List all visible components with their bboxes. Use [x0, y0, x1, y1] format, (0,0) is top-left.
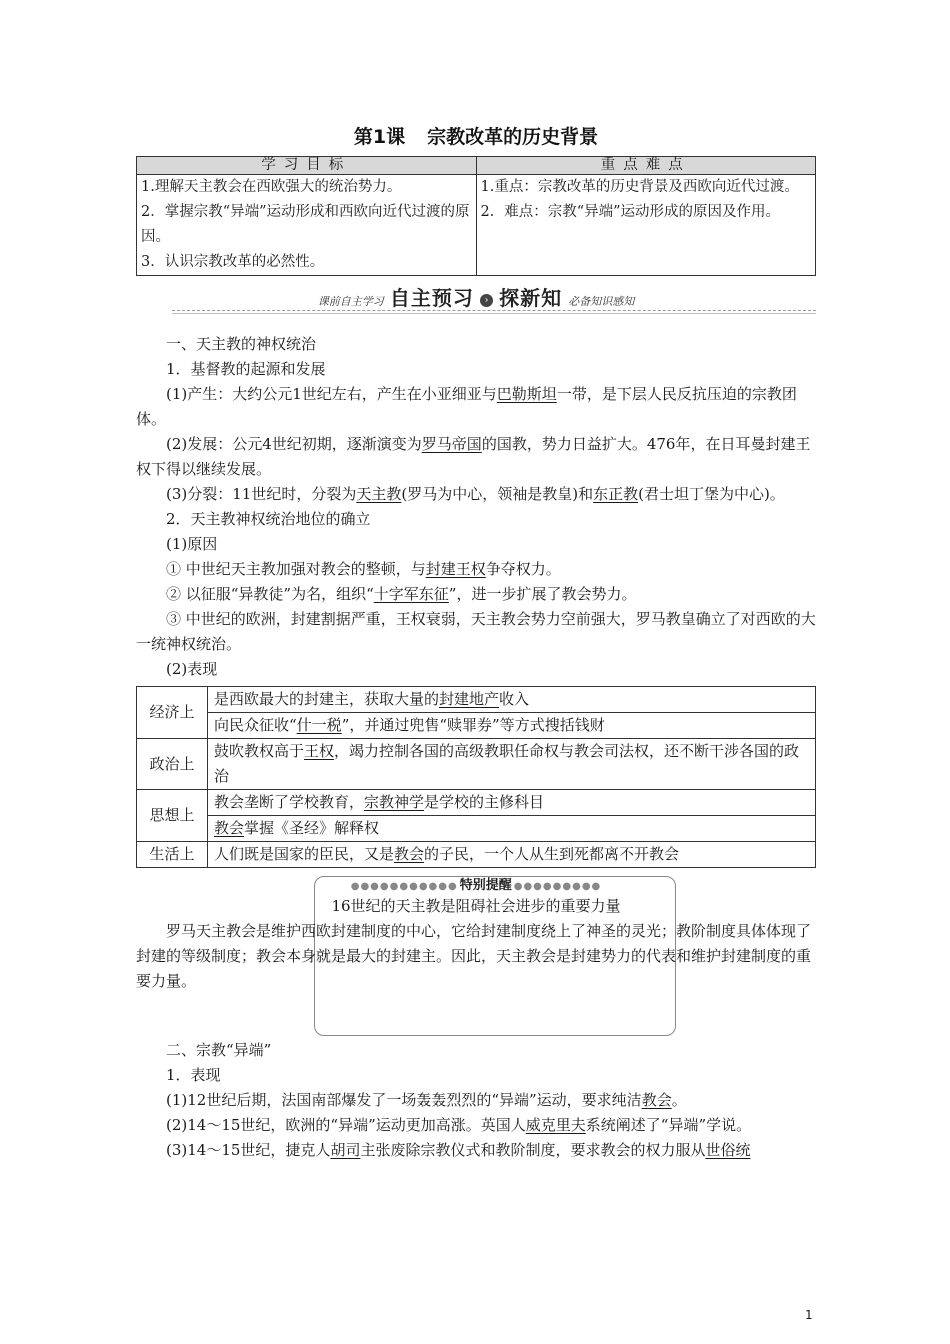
goal-item: 2．掌握宗教“异端”运动形成和西欧向近代过渡的原因。 — [141, 204, 470, 245]
paragraph: ② 以征服“异教徒”为名，组织“十字军东征”，进一步扩展了教会势力。 — [166, 585, 637, 603]
answer-blank: 世俗统 — [705, 1141, 751, 1159]
goals-right-cell — [476, 175, 816, 276]
item-heading: (2)表现 — [166, 660, 218, 678]
answer-blank: 胡司 — [330, 1141, 361, 1159]
subsection-heading: 2．天主教神权统治地位的确立 — [166, 510, 371, 528]
table-cell: 人们既是国家的臣民，又是教会的子民，一个人从生到死都离不开教会 — [208, 842, 816, 868]
section-banner — [136, 280, 816, 318]
table-cell: 鼓吹教权高于王权，竭力控制各国的高级教职任命权与教会司法权，还不断干涉各国的政治 — [208, 739, 816, 790]
paragraph: (3)14～15世纪，捷克人胡司主张废除宗教仪式和教阶制度，要求教会的权力服从世俗统 — [166, 1141, 751, 1159]
answer-blank: 十字军东征 — [373, 585, 449, 603]
tip-box — [136, 876, 816, 1038]
paragraph: (2)14～15世纪，欧洲的“异端”运动更加高涨。英国人威克里夫系统阐述了“异端”学说。 — [166, 1116, 752, 1134]
section-heading: 一、天主教的神权统治 — [166, 335, 317, 353]
paragraph: ① 中世纪天主教加强对教会的整顿，与封建王权争夺权力。 — [166, 560, 561, 578]
lesson-number: 第1课 — [353, 126, 406, 148]
arrow-right-icon: › — [480, 294, 493, 307]
goal-item: 3．认识宗教改革的必然性。 — [141, 254, 325, 270]
banner-left-label: 课前自主学习 — [317, 295, 384, 308]
goals-header-right: 重点难点 — [476, 157, 816, 175]
category-cell: 思想上 — [137, 790, 208, 842]
subsection-heading: 1．表现 — [166, 1066, 221, 1084]
paragraph: ③ 中世纪的欧洲，封建割据严重，王权衰弱，天主教会势力空前强大，罗马教皇确立了对西欧的大一统神权统治。 — [136, 610, 816, 653]
paragraph: (1)产生：大约公元1世纪左右，产生在小亚细亚与巴勒斯坦一带，是下层人民反抗压迫的宗教团体。 — [136, 385, 797, 428]
tip-body: 罗马天主教会是维护西欧封建制度的中心，它给封建制度绕上了神圣的灵光；教阶制度具体体现了封建的等级制度；教会本身就是最大的封建主。因此，天主教会是封建势力的代表和维护封建制度的重要力量。 — [136, 922, 812, 990]
table-cell: 教会掌握《圣经》解释权 — [208, 816, 816, 842]
page-number: 1 — [805, 1308, 813, 1322]
goals-header-left: 学习目标 — [137, 157, 477, 175]
answer-blank: 罗马帝国 — [421, 435, 482, 453]
answer-blank: 教会 — [214, 819, 245, 837]
goals-table — [136, 156, 816, 276]
item-heading: (1)原因 — [166, 535, 218, 553]
document-page — [136, 118, 816, 1163]
banner-title-2: 探新知 — [499, 286, 563, 310]
keypoint-item: 2．难点：宗教“异端”运动形成的原因及作用。 — [480, 204, 781, 220]
goal-item: 1.理解天主教会在西欧强大的统治势力。 — [141, 179, 402, 195]
manifestation-table — [136, 686, 816, 868]
tip-label-text: 特别提醒 — [459, 878, 512, 893]
tip-heading: 16世纪的天主教是阻碍社会进步的重要力量 — [331, 897, 621, 915]
answer-blank: 天主教 — [356, 485, 402, 503]
answer-blank: 王权 — [304, 742, 335, 760]
answer-blank: 威克里夫 — [525, 1116, 586, 1134]
paragraph: (3)分裂：11世纪时，分裂为天主教(罗马为中心，领袖是教皇)和东正教(君士坦丁堡为中心)。 — [166, 485, 785, 503]
category-cell: 政治上 — [137, 739, 208, 790]
section-heading: 二、宗教“异端” — [166, 1041, 272, 1059]
banner-right-label: 必备知识感知 — [568, 295, 635, 308]
table-cell: 教会垄断了学校教育，宗教神学是学校的主修科目 — [208, 790, 816, 816]
answer-blank: 宗教神学 — [364, 793, 425, 811]
lesson-title — [136, 118, 816, 156]
answer-blank: 教会 — [394, 845, 425, 863]
table-cell: 向民众征收“什一税”，并通过兜售“赎罪券”等方式搜括钱财 — [208, 713, 816, 739]
answer-blank: 巴勒斯坦 — [496, 385, 557, 403]
paragraph: (2)发展：公元4世纪初期，逐渐演变为罗马帝国的国教，势力日益扩大。476年，在日耳曼封建王权下得以继续发展。 — [136, 435, 811, 478]
category-cell: 经济上 — [137, 687, 208, 739]
answer-blank: 封建地产 — [439, 690, 500, 708]
tip-label: ●●●●●●●●●●● 特别提醒 ●●●●●●●●● — [350, 878, 602, 893]
subsection-heading: 1．基督教的起源和发展 — [166, 360, 326, 378]
lesson-name: 宗教改革的历史背景 — [427, 126, 599, 148]
section-2 — [136, 1038, 816, 1163]
goals-left-cell — [137, 175, 477, 276]
answer-blank: 什一税 — [296, 716, 342, 734]
banner-title-1: 自主预习 — [389, 286, 474, 310]
keypoint-item: 1.重点：宗教改革的历史背景及西欧向近代过渡。 — [480, 179, 799, 195]
paragraph: (1)12世纪后期，法国南部爆发了一场轰轰烈烈的“异端”运动，要求纯洁教会。 — [166, 1091, 687, 1109]
answer-blank: 封建王权 — [425, 560, 486, 578]
table-cell: 是西欧最大的封建主，获取大量的封建地产收入 — [208, 687, 816, 713]
section-1 — [136, 332, 816, 682]
answer-blank: 东正教 — [593, 485, 639, 503]
answer-blank: 教会 — [641, 1091, 672, 1109]
category-cell: 生活上 — [137, 842, 208, 868]
